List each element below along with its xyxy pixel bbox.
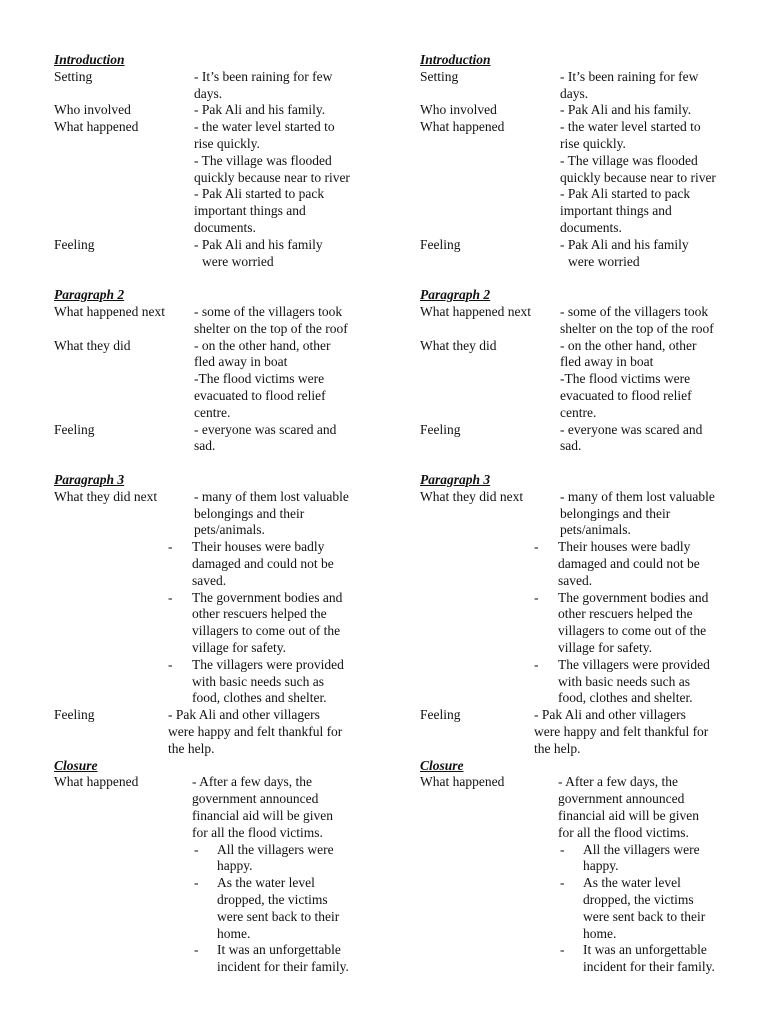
bullet-text: happy. (217, 858, 253, 874)
bullet-text: The villagers were provided (558, 656, 710, 672)
bullet-text: village for safety. (558, 640, 652, 655)
feeling-label: Feeling (420, 421, 461, 437)
bullet-text: Their houses were badly (558, 539, 691, 555)
bullet-text: incident for their family. (217, 959, 349, 975)
bullet-dash: - (560, 841, 565, 857)
bullet-dash: - (168, 539, 173, 555)
bullet-text: village for safety. (192, 640, 286, 655)
bullet-text: were sent back to their (217, 908, 340, 924)
did-text: evacuated to flood relief (560, 388, 692, 403)
feeling-text: - Pak Ali and other villagers (534, 707, 686, 723)
feeling-text: - everyone was scared and (194, 421, 337, 437)
happened-text: quickly because near to river (560, 169, 716, 185)
next-text: - many of them lost valuable (194, 488, 349, 504)
happened-text: - After a few days, the (192, 774, 312, 790)
intro-heading: Introduction (420, 52, 491, 67)
bullet-text: As the water level (583, 875, 681, 891)
happened-text: - the water level started to (560, 119, 701, 135)
setting-label: Setting (54, 68, 93, 84)
next-text: shelter on the top of the roof (194, 320, 348, 336)
feeling-text: were worried (568, 253, 640, 269)
happened-text: - the water level started to (194, 119, 335, 135)
intro-heading: Introduction (54, 52, 125, 67)
bullet-text: It was an unforgettable (583, 942, 707, 958)
bullet-dash: - (534, 539, 539, 555)
happened-text: - The village was flooded (560, 152, 698, 168)
happened-label: What happened (420, 119, 505, 135)
happened-text: government announced (558, 791, 685, 807)
happened-text: financial aid will be given (558, 808, 699, 823)
setting-text: days. (194, 85, 223, 101)
next-text: belongings and their (560, 505, 671, 521)
paragraph-3-heading: Paragraph 3 (420, 472, 491, 487)
bullet-text: were sent back to their (583, 908, 706, 924)
bullet-text: As the water level (217, 875, 315, 891)
did-text: - on the other hand, other (194, 337, 331, 353)
bullet-dash: - (168, 656, 173, 672)
closure-heading: Closure (54, 757, 98, 773)
setting-label: Setting (420, 68, 459, 84)
bullet-text: The government bodies and (192, 589, 343, 605)
happened-label: What happened (420, 774, 505, 790)
paragraph-3-heading: Paragraph 3 (54, 472, 125, 487)
who-label: Who involved (54, 102, 131, 118)
next-text: - some of the villagers took (194, 304, 343, 319)
bullet-text: All the villagers were (583, 841, 700, 857)
happened-text: - Pak Ali started to pack (194, 186, 325, 202)
bullet-text: with basic needs such as (192, 673, 324, 689)
setting-text: - It’s been raining for few (560, 68, 699, 84)
setting-text: days. (560, 85, 589, 101)
happened-text: documents. (194, 220, 256, 235)
feeling-text: - Pak Ali and other villagers (168, 707, 320, 723)
happened-text: for all the flood victims. (192, 824, 323, 840)
feeling-text: - Pak Ali and his family (194, 236, 323, 252)
bullet-text: with basic needs such as (558, 673, 690, 689)
next-text: - many of them lost valuable (560, 488, 715, 504)
did-label: What they did (420, 337, 497, 353)
happened-label: What happened (54, 119, 139, 135)
feeling-label: Feeling (54, 236, 95, 252)
bullet-text: home. (583, 925, 617, 941)
bullet-text: The villagers were provided (192, 656, 344, 672)
bullet-text: villagers to come out of the (558, 623, 707, 639)
bullet-text: saved. (558, 572, 593, 588)
bullet-text: Their houses were badly (192, 539, 325, 555)
did-text: -The flood victims were (560, 371, 691, 387)
bullet-dash: - (560, 942, 565, 958)
feeling-text: - Pak Ali and his family (560, 236, 689, 252)
did-text: centre. (560, 404, 597, 420)
feeling-label: Feeling (420, 236, 461, 252)
bullet-dash: - (560, 875, 565, 891)
bullet-text: dropped, the victims (583, 892, 694, 907)
did-text: - on the other hand, other (560, 337, 697, 353)
bullet-text: villagers to come out of the (192, 623, 341, 639)
next-label: What they did next (420, 488, 524, 504)
next-text: - some of the villagers took (560, 304, 709, 319)
happened-text: rise quickly. (560, 136, 626, 151)
bullet-text: The government bodies and (558, 589, 709, 605)
bullet-text: saved. (192, 572, 227, 588)
feeling-text: were happy and felt thankful for (534, 724, 709, 739)
happened-text: documents. (560, 220, 622, 235)
bullet-dash: - (194, 942, 199, 958)
bullet-text: It was an unforgettable (217, 942, 341, 958)
setting-text: - It’s been raining for few (194, 68, 333, 84)
feeling-label: Feeling (54, 421, 95, 437)
bullet-text: incident for their family. (583, 959, 715, 975)
happened-label: What happened (54, 774, 139, 790)
bullet-text: dropped, the victims (217, 892, 328, 907)
bullet-text: All the villagers were (217, 841, 334, 857)
bullet-text: food, clothes and shelter. (192, 690, 327, 706)
paragraph-2-heading: Paragraph 2 (54, 287, 125, 303)
feeling-text: were worried (202, 253, 274, 269)
feeling-text: - everyone was scared and (560, 421, 703, 437)
closure-heading: Closure (420, 757, 464, 773)
feeling-text: the help. (534, 740, 581, 756)
did-text: centre. (194, 404, 231, 420)
happened-text: - Pak Ali started to pack (560, 186, 691, 202)
bullet-text: happy. (583, 858, 619, 874)
did-text: fled away in boat (560, 354, 654, 370)
who-text: - Pak Ali and his family. (194, 102, 326, 118)
feeling-text: sad. (194, 438, 216, 454)
next-text: pets/animals. (194, 522, 265, 538)
bullet-text: home. (217, 925, 251, 941)
happened-text: financial aid will be given (192, 808, 333, 823)
bullet-text: other rescuers helped the (558, 606, 693, 622)
happened-text: important things and (560, 203, 672, 219)
bullet-text: food, clothes and shelter. (558, 690, 693, 706)
feeling-label: Feeling (54, 707, 95, 723)
happened-text: - The village was flooded (194, 152, 332, 168)
happened-text: government announced (192, 791, 319, 807)
did-text: -The flood victims were (194, 371, 325, 387)
bullet-dash: - (168, 589, 173, 605)
happened-text: important things and (194, 203, 306, 219)
did-label: What they did (54, 337, 131, 353)
bullet-text: damaged and could not be (192, 556, 334, 571)
happened-text: rise quickly. (194, 136, 260, 151)
who-label: Who involved (420, 102, 497, 118)
who-text: - Pak Ali and his family. (560, 102, 692, 118)
bullet-dash: - (194, 875, 199, 891)
bullet-dash: - (534, 589, 539, 605)
next-label: What happened next (420, 304, 531, 319)
happened-text: for all the flood victims. (558, 824, 689, 840)
happened-text: quickly because near to river (194, 169, 350, 185)
feeling-label: Feeling (420, 707, 461, 723)
paragraph-2-heading: Paragraph 2 (420, 287, 491, 303)
feeling-text: were happy and felt thankful for (168, 724, 343, 739)
next-text: shelter on the top of the roof (560, 320, 714, 336)
feeling-text: the help. (168, 740, 215, 756)
next-text: belongings and their (194, 505, 305, 521)
next-label: What they did next (54, 488, 158, 504)
happened-text: - After a few days, the (558, 774, 678, 790)
bullet-dash: - (534, 656, 539, 672)
feeling-text: sad. (560, 438, 582, 454)
next-text: pets/animals. (560, 522, 631, 538)
next-label: What happened next (54, 304, 165, 319)
bullet-text: damaged and could not be (558, 556, 700, 571)
did-text: evacuated to flood relief (194, 388, 326, 403)
bullet-text: other rescuers helped the (192, 606, 327, 622)
bullet-dash: - (194, 841, 199, 857)
did-text: fled away in boat (194, 354, 288, 370)
